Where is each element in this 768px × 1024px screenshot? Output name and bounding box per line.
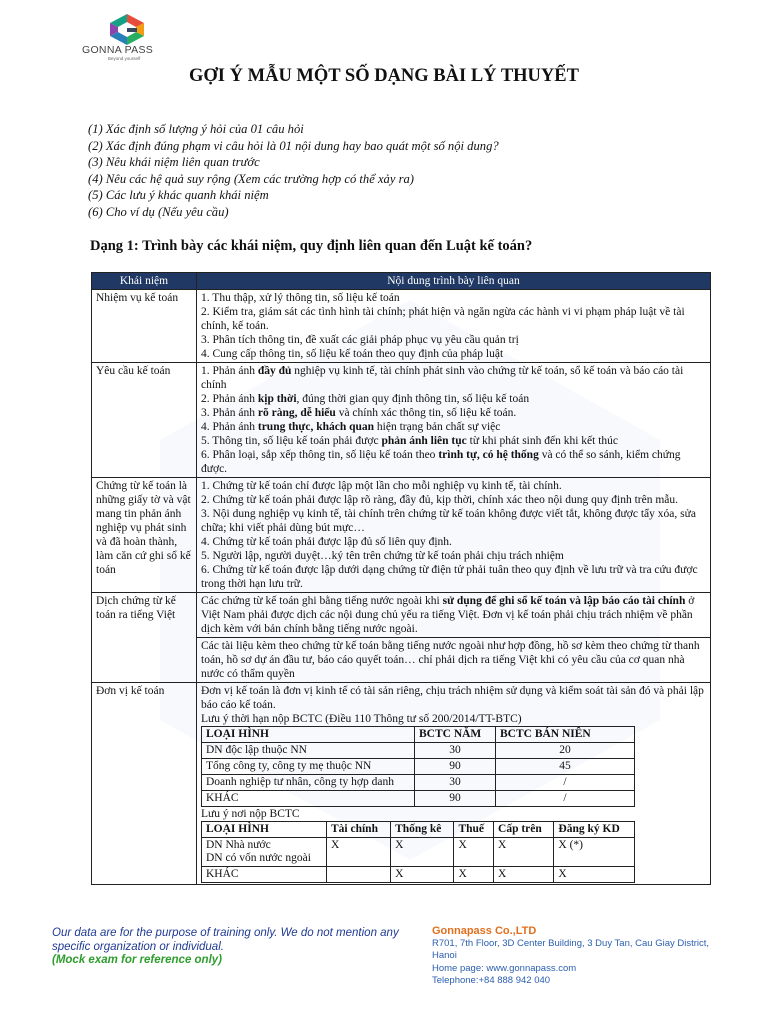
content-cell (197, 363, 711, 478)
place-cell: X (391, 838, 454, 867)
deadline-cell: / (496, 791, 635, 807)
place-cell: X (327, 838, 391, 867)
table-row (92, 683, 711, 885)
deadline-row (202, 743, 635, 759)
deadline-table (201, 726, 635, 807)
deadline-cell: 20 (496, 743, 635, 759)
content-line: 1. Chứng từ kế toán chỉ được lập một lần cho mỗi nghiệp vụ kinh tế, tài chính. (201, 480, 562, 492)
content-line: 3. Phân tích thông tin, đề xuất các giải pháp phục vụ yêu cầu quản trị (201, 334, 519, 346)
footer-company (432, 925, 732, 988)
table-row (92, 593, 711, 683)
deadline-header: BCTC NĂM (415, 727, 496, 743)
content-line: 2. Phản ánh kịp thời, đúng thời gian quy định thông tin, số liệu kế toán (201, 393, 530, 405)
place-header: Tài chính (327, 822, 391, 838)
content-cell (197, 290, 711, 363)
mock-note: (Mock exam for reference only) (52, 954, 223, 966)
content-line: 1. Phản ánh đầy đủ nghiệp vụ kinh tế, tài chính phát sinh vào chứng từ kế toán, sổ kế toán và báo cáo tài chính (201, 365, 684, 391)
page-title: GỢI Ý MẪU MỘT SỐ DẠNG BÀI LÝ THUYẾT (189, 66, 579, 86)
deadline-row (202, 759, 635, 775)
table-row (92, 290, 711, 363)
content-cell (197, 593, 711, 683)
deadline-cell: Doanh nghiệp tư nhân, công ty hợp danh (202, 775, 415, 791)
content-line: Các chứng từ kế toán ghi bằng tiếng nước ngoài khi sử dụng để ghi sổ kế toán và lập báo cáo tài chính ở Việt Nam phải được dịch các nội dung chủ yếu ra tiếng Việt. Đơn vị kế toán phải chịu trách nhiệm về phần dịch kèm với bản chính bằng tiếng nước ngoài. (197, 593, 710, 638)
content-line: 3. Phản ánh rõ ràng, dễ hiểu và chính xác thông tin, số liệu kế toán. (201, 407, 517, 419)
footer-disclaimer (52, 927, 412, 968)
table-row (92, 478, 711, 593)
brand-tagline: Beyond yourself (108, 56, 141, 61)
step-item: (6) Cho ví dụ (Nếu yêu cầu) (88, 204, 229, 219)
place-cell: X (494, 867, 554, 883)
content-line: 4. Cung cấp thông tin, số liệu kế toán theo quy định của pháp luật (201, 348, 504, 360)
content-cell (197, 478, 711, 593)
deadline-cell: 90 (415, 759, 496, 775)
disclaimer-text: Our data are for the purpose of training only. We do not mention any specific organization or individual. (52, 927, 399, 953)
place-header: Đăng ký KD (554, 822, 635, 838)
place-row (202, 867, 635, 883)
concept-table (91, 272, 711, 885)
place-cell: X (454, 867, 494, 883)
content-line: 4. Phản ánh trung thực, khách quan hiện trạng bản chất sự việc (201, 421, 501, 433)
deadline-row (202, 791, 635, 807)
content-line: Lưu ý thời hạn nộp BCTC (Điều 110 Thông tư số 200/2014/TT-BTC) (201, 713, 522, 725)
section-heading: Dạng 1: Trình bày các khái niệm, quy định liên quan đến Luật kế toán? (90, 238, 533, 254)
content-line: 2. Chứng từ kế toán phải được lập rõ ràng, đầy đủ, kịp thời, chính xác theo nội dung quy định trên mẫu. (201, 494, 679, 506)
place-cell (327, 867, 391, 883)
step-item: (4) Nêu các hệ quả suy rộng (Xem các trường hợp có thể xảy ra) (88, 171, 414, 186)
concept-cell: Nhiệm vụ kế toán (92, 290, 197, 363)
table-row (92, 363, 711, 478)
content-line: 1. Thu thập, xử lý thông tin, số liệu kế toán (201, 292, 400, 304)
deadline-cell: 30 (415, 775, 496, 791)
table-header-content: Nội dung trình bày liên quan (197, 273, 711, 290)
deadline-cell: Tổng công ty, công ty mẹ thuộc NN (202, 759, 415, 775)
content-line: 6. Chứng từ kế toán được lập dưới dạng chứng từ điện tử phải tuân theo quy định về lưu trữ và tra cứu được trong thời hạn lưu trữ. (201, 564, 698, 590)
content-line: 2. Kiểm tra, giám sát các tình hình tài chính; phát hiện và ngăn ngừa các hành vi vi phạm pháp luật về tài chính, kế toán. (201, 306, 685, 332)
place-cell: X (494, 838, 554, 867)
deadline-row (202, 775, 635, 791)
place-header: LOẠI HÌNH (202, 822, 327, 838)
content-line: 6. Phân loại, sắp xếp thông tin, số liệu kế toán theo trình tự, có hệ thống và có thể so sánh, kiểm chứng được. (201, 449, 681, 475)
concept-cell: Chứng từ kế toán là những giấy tờ và vật mang tin phản ánh nghiệp vụ phát sinh và đã hoàn thành, làm căn cứ ghi sổ kế toán (92, 478, 197, 593)
deadline-cell: 45 (496, 759, 635, 775)
place-header: Thống kê (391, 822, 454, 838)
place-cell: X (454, 838, 494, 867)
deadline-cell: / (496, 775, 635, 791)
deadline-cell: 90 (415, 791, 496, 807)
content-line: 3. Nội dung nghiệp vụ kinh tế, tài chính trên chứng từ kế toán không được viết tắt, không được tẩy xóa, sửa chữa; khi viết phải dùng bút mực… (201, 508, 696, 534)
place-cell: KHÁC (202, 867, 327, 883)
place-row (202, 838, 635, 867)
deadline-cell: KHÁC (202, 791, 415, 807)
place-cell: DN Nhà nước DN có vốn nước ngoài (202, 838, 327, 867)
content-line: 4. Chứng từ kế toán phải được lập đủ số liên quy định. (201, 536, 452, 548)
step-item: (3) Nêu khái niệm liên quan trước (88, 155, 260, 169)
place-cell: X (554, 867, 635, 883)
content-line: Các tài liệu kèm theo chứng từ kế toán bằng tiếng nước ngoài như hợp đồng, hồ sơ kèm theo chứng từ thanh toán, hồ sơ dự án đầu tư, báo cáo quyết toán… chỉ phải dịch ra tiếng Việt khi có yêu cầu của cơ quan nhà nước có thẩm quyền (201, 640, 700, 680)
content-cell (197, 683, 711, 885)
deadline-header: LOẠI HÌNH (202, 727, 415, 743)
table-header-concept: Khái niệm (92, 273, 197, 290)
step-list (88, 121, 499, 220)
place-header: Cấp trên (494, 822, 554, 838)
concept-cell: Đơn vị kế toán (92, 683, 197, 885)
deadline-header: BCTC BÁN NIÊN (496, 727, 635, 743)
place-cell: X (*) (554, 838, 635, 867)
deadline-cell: 30 (415, 743, 496, 759)
deadline-cell: DN độc lập thuộc NN (202, 743, 415, 759)
company-telephone: Telephone:+84 888 942 040 (432, 975, 551, 986)
content-line: Lưu ý nơi nộp BCTC (201, 808, 300, 820)
step-item: (5) Các lưu ý khác quanh khái niệm (88, 188, 269, 202)
step-item: (1) Xác định số lượng ý hỏi của 01 câu hỏi (88, 122, 304, 136)
content-line: 5. Người lập, người duyệt…ký tên trên chứng từ kế toán phải chịu trách nhiệm (201, 550, 564, 562)
content-line: 5. Thông tin, số liệu kế toán phải được phản ánh liên tục từ khi phát sinh đến khi kết thúc (201, 435, 619, 447)
step-item: (2) Xác định đúng phạm vi câu hỏi là 01 nội dung hay bao quát một số nội dung? (88, 138, 499, 153)
company-homepage-link[interactable]: Home page: www.gonnapass.com (432, 962, 577, 974)
place-cell: X (391, 867, 454, 883)
brand-name: GONNA PASS (82, 44, 154, 56)
place-header: Thuế (454, 822, 494, 838)
company-name: Gonnapass Co.,LTD (432, 925, 537, 937)
company-address: R701, 7th Floor, 3D Center Building, 3 Duy Tan, Cau Giay District, Hanoi (432, 937, 710, 961)
concept-cell: Yêu cầu kế toán (92, 363, 197, 478)
content-line: Đơn vị kế toán là đơn vị kinh tế có tài sản riêng, chịu trách nhiệm sử dụng và kiểm soát tài sản đó và phải lập báo cáo kế toán. (201, 685, 704, 711)
concept-cell: Dịch chứng từ kế toán ra tiếng Việt (92, 593, 197, 683)
place-table (201, 821, 635, 883)
